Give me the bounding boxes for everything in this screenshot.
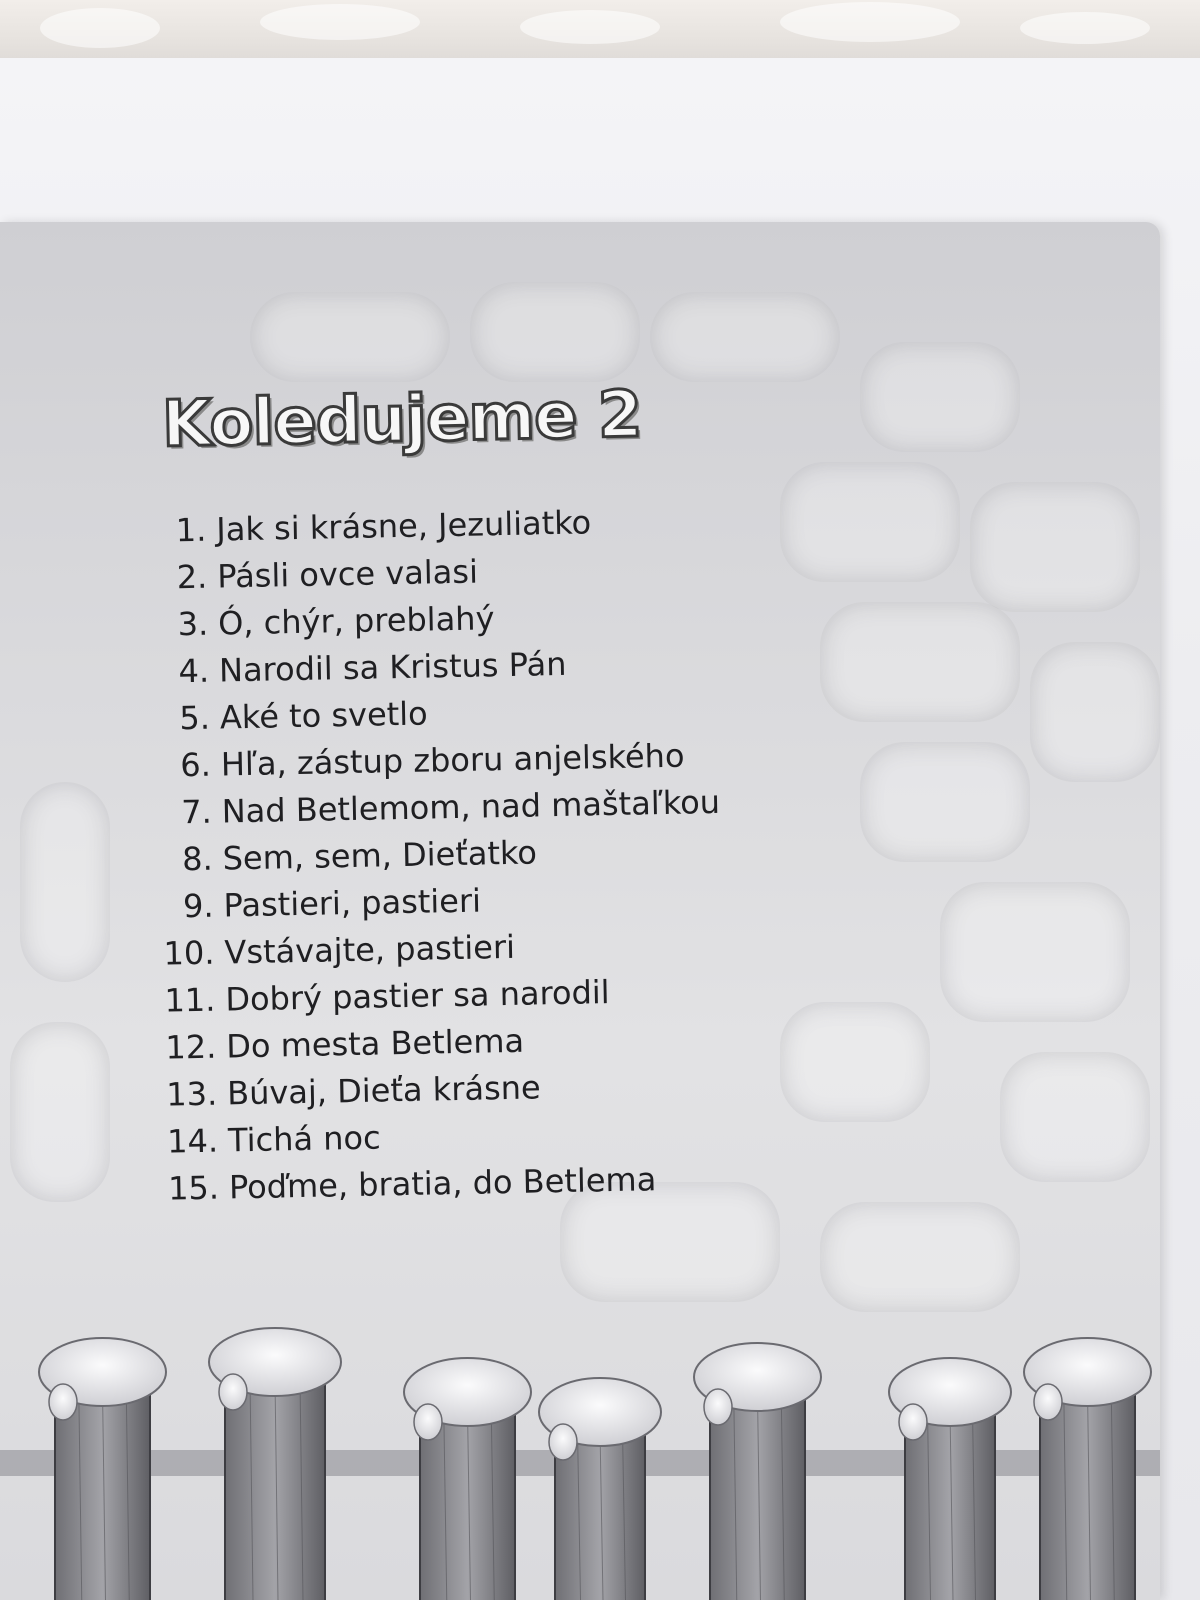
song-title: Tichá noc bbox=[227, 1118, 381, 1160]
snow-drip bbox=[219, 1374, 247, 1410]
song-number: 9. bbox=[182, 886, 214, 926]
song-number: 6. bbox=[179, 745, 212, 785]
song-title: Jak si krásne, Jezuliatko bbox=[215, 503, 592, 549]
song-title: Do mesta Betlema bbox=[225, 1021, 525, 1066]
fence-drawing bbox=[0, 1300, 1160, 1600]
snow-drip bbox=[49, 1384, 77, 1420]
song-number: 1. bbox=[175, 510, 207, 550]
song-list bbox=[140, 498, 873, 1217]
song-title: Hľa, zástup zboru anjelského bbox=[220, 736, 685, 784]
song-title: Dobrý pastier sa narodil bbox=[225, 973, 610, 1019]
song-number: 4. bbox=[178, 651, 210, 691]
song-title: Nad Betlemom, nad maštaľkou bbox=[221, 782, 721, 831]
song-number: 14. bbox=[166, 1121, 219, 1161]
song-number: 7. bbox=[180, 792, 213, 832]
song-number: 5. bbox=[179, 698, 211, 738]
snowy-fence-illustration bbox=[0, 1300, 1160, 1600]
song-number: 2. bbox=[176, 557, 208, 597]
song-number: 13. bbox=[165, 1074, 218, 1114]
song-number: 15. bbox=[167, 1168, 220, 1208]
song-title: Aké to svetlo bbox=[219, 694, 429, 737]
song-title: Sem, sem, Dieťatko bbox=[222, 833, 538, 878]
snow-drip bbox=[1034, 1384, 1062, 1420]
song-title: Narodil sa Kristus Pán bbox=[218, 644, 567, 690]
song-number: 12. bbox=[165, 1027, 217, 1067]
snow-drip bbox=[549, 1424, 577, 1460]
snow-drip bbox=[704, 1389, 732, 1425]
snow-drip bbox=[899, 1404, 927, 1440]
song-title: Ó, chýr, preblahý bbox=[217, 599, 495, 643]
booklet-title: Koledujeme 2 bbox=[161, 377, 643, 462]
song-title: Poďme, bratia, do Betlema bbox=[228, 1160, 657, 1207]
snow-drip bbox=[414, 1404, 442, 1440]
song-title: Búvaj, Dieťa krásne bbox=[226, 1068, 541, 1113]
song-number: 10. bbox=[163, 933, 215, 973]
song-number: 3. bbox=[177, 604, 209, 644]
song-number: 11. bbox=[164, 980, 216, 1020]
song-number: 8. bbox=[181, 839, 214, 879]
song-title: Pásli ovce valasi bbox=[216, 552, 479, 596]
song-title: Vstávajte, pastieri bbox=[224, 927, 516, 972]
song-title: Pastieri, pastieri bbox=[223, 881, 482, 925]
